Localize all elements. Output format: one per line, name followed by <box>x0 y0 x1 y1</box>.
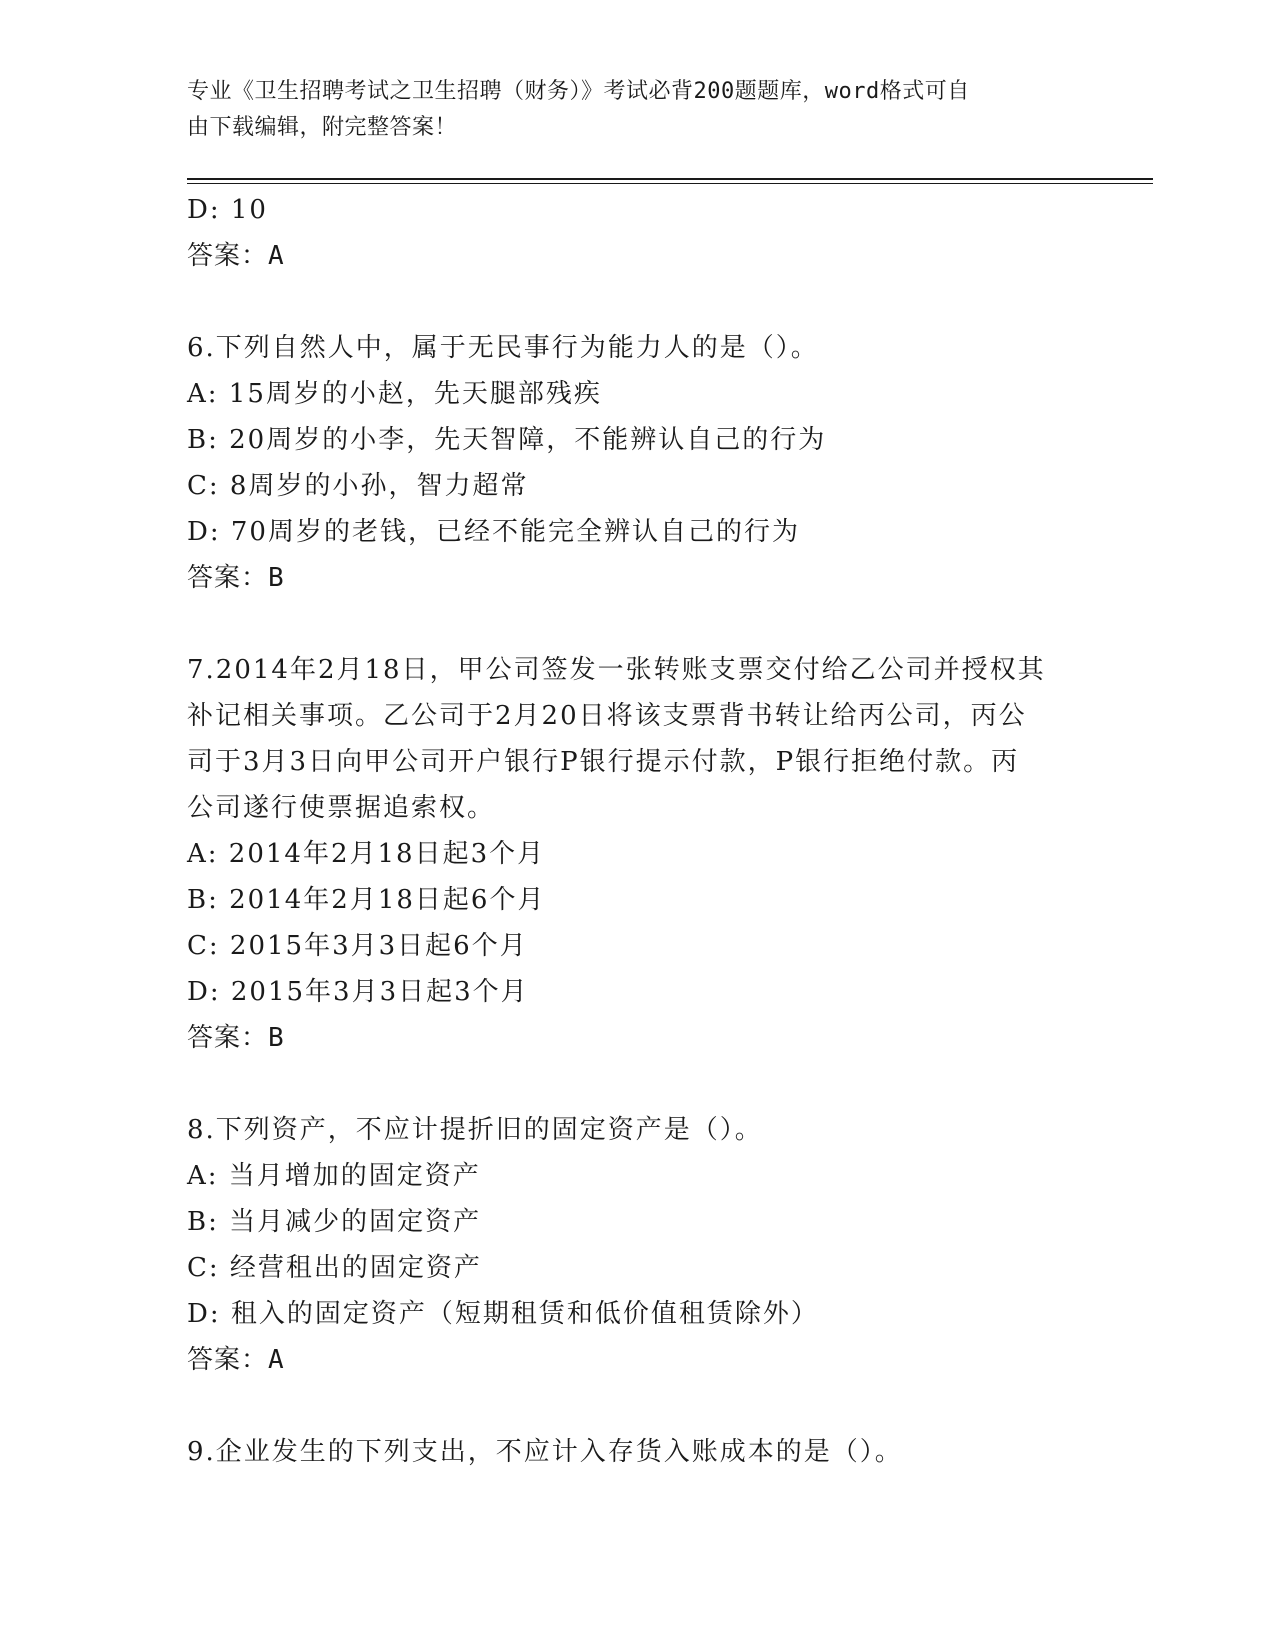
option-c: C: 2015年3月3日起6个月 <box>187 931 528 961</box>
question-stem: 8.下列资产，不应计提折旧的固定资产是（）。 <box>187 1115 763 1145</box>
answer: 答案：B <box>187 563 285 593</box>
option-c: C: 8周岁的小孙，智力超常 <box>187 471 529 501</box>
answer: 答案：B <box>187 1023 285 1053</box>
header-divider-thin <box>187 183 1153 184</box>
option-b: B: 当月减少的固定资产 <box>187 1207 482 1237</box>
answer: 答案：A <box>187 241 285 271</box>
option-a: A: 15周岁的小赵，先天腿部残疾 <box>187 379 602 409</box>
option-d: D: 2015年3月3日起3个月 <box>187 977 529 1007</box>
header-line-2: 由下载编辑，附完整答案！ <box>187 115 458 140</box>
spacer <box>187 279 1087 325</box>
document-header <box>187 74 1067 146</box>
option-d: D: 10 <box>187 195 268 225</box>
question-6 <box>187 325 1087 601</box>
question-stem: 9.企业发生的下列支出，不应计入存货入账成本的是（）。 <box>187 1437 903 1467</box>
option-d: D: 70周岁的老钱，已经不能完全辨认自己的行为 <box>187 517 800 547</box>
question-7 <box>187 647 1087 1061</box>
option-b: B: 2014年2月18日起6个月 <box>187 885 546 915</box>
spacer <box>187 601 1087 647</box>
option-d: D: 租入的固定资产（短期租赁和低价值租赁除外） <box>187 1299 819 1329</box>
question-5-tail <box>187 187 1087 279</box>
spacer <box>187 1061 1087 1107</box>
question-stem-line-2: 补记相关事项。乙公司于2月20日将该支票背书转让给丙公司，丙公 <box>187 701 1027 731</box>
header-divider-thick <box>187 178 1153 180</box>
option-b: B: 20周岁的小李，先天智障，不能辨认自己的行为 <box>187 425 827 455</box>
question-stem-line-3: 司于3月3日向甲公司开户银行P银行提示付款，P银行拒绝付款。丙 <box>187 747 1020 777</box>
header-line-1: 专业《卫生招聘考试之卫生招聘（财务）》考试必背200题题库，word格式可自 <box>187 79 970 104</box>
question-stem-line-1: 7.2014年2月18日，甲公司签发一张转账支票交付给乙公司并授权其 <box>187 655 1046 685</box>
spacer <box>187 1383 1087 1429</box>
option-a: A: 2014年2月18日起3个月 <box>187 839 546 869</box>
question-8 <box>187 1107 1087 1383</box>
question-9 <box>187 1429 1087 1475</box>
question-stem: 6.下列自然人中，属于无民事行为能力人的是（）。 <box>187 333 819 363</box>
question-stem-line-4: 公司遂行使票据追索权。 <box>187 793 496 823</box>
option-c: C: 经营租出的固定资产 <box>187 1253 482 1283</box>
answer: 答案：A <box>187 1345 285 1375</box>
option-a: A: 当月增加的固定资产 <box>187 1161 481 1191</box>
question-list <box>187 187 1087 1475</box>
